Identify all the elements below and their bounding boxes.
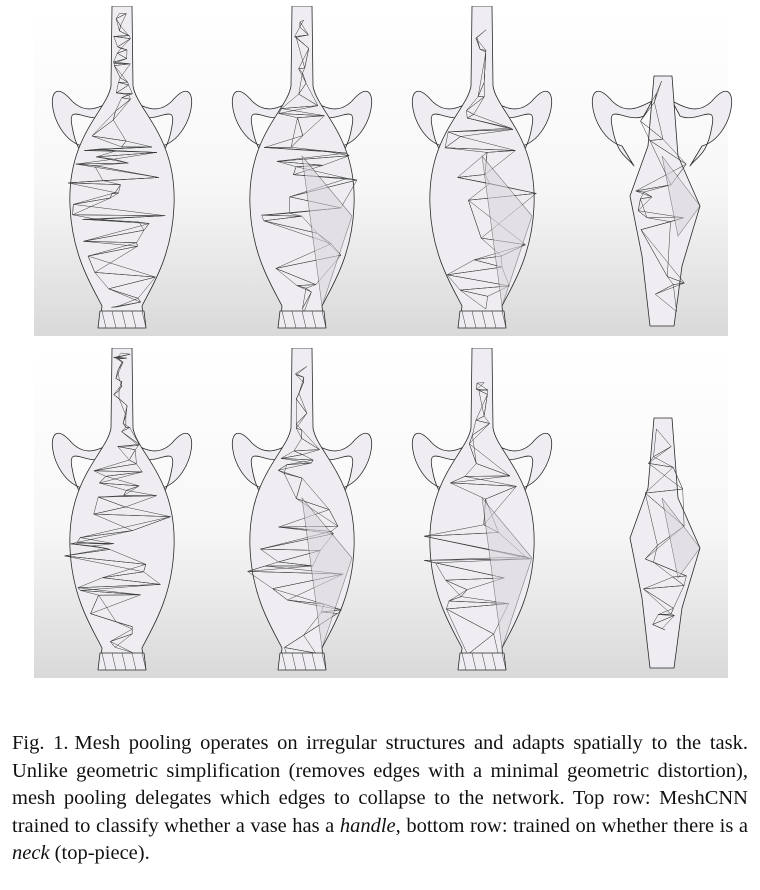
figure-caption [12, 730, 748, 868]
neck-row-vase-1 [42, 348, 202, 678]
vase-mesh-illustration [582, 6, 742, 336]
vase-mesh-illustration [222, 6, 382, 336]
vase-mesh-illustration [222, 348, 382, 678]
vase-mesh-illustration [402, 348, 562, 678]
handle-row-vase-2 [222, 6, 382, 336]
neck-row-vase-4 [582, 348, 742, 678]
handle-row-vase-1 [42, 6, 202, 336]
caption-label: Fig. 1. [12, 732, 69, 754]
vase-mesh-illustration [42, 6, 202, 336]
caption-text-3: (top-piece). [49, 842, 150, 864]
caption-emphasis-neck: neck [12, 842, 50, 864]
caption-emphasis-handle: handle [339, 814, 396, 837]
caption-text-2: , bottom row: trained on whether there is a [395, 814, 748, 837]
vase-mesh-illustration [582, 348, 742, 678]
handle-row-vase-3 [402, 6, 562, 336]
handle-row-vase-4 [582, 6, 742, 336]
neck-row-vase-2 [222, 348, 382, 678]
bottom-row-panel [34, 348, 728, 678]
vase-mesh-illustration [42, 348, 202, 678]
caption-text-1: Mesh pooling operates on irregular structures and adapts spatially to the task. Unlike geometric simplification (removes edges with a minimal geometric distortion), mesh pooling delegates which edges to collapse to the network. Top row: MeshCNN trained to classify whether a vase has a [12, 732, 748, 837]
neck-row-vase-3 [402, 348, 562, 678]
top-row-panel [34, 6, 728, 336]
vase-mesh-illustration [402, 6, 562, 336]
